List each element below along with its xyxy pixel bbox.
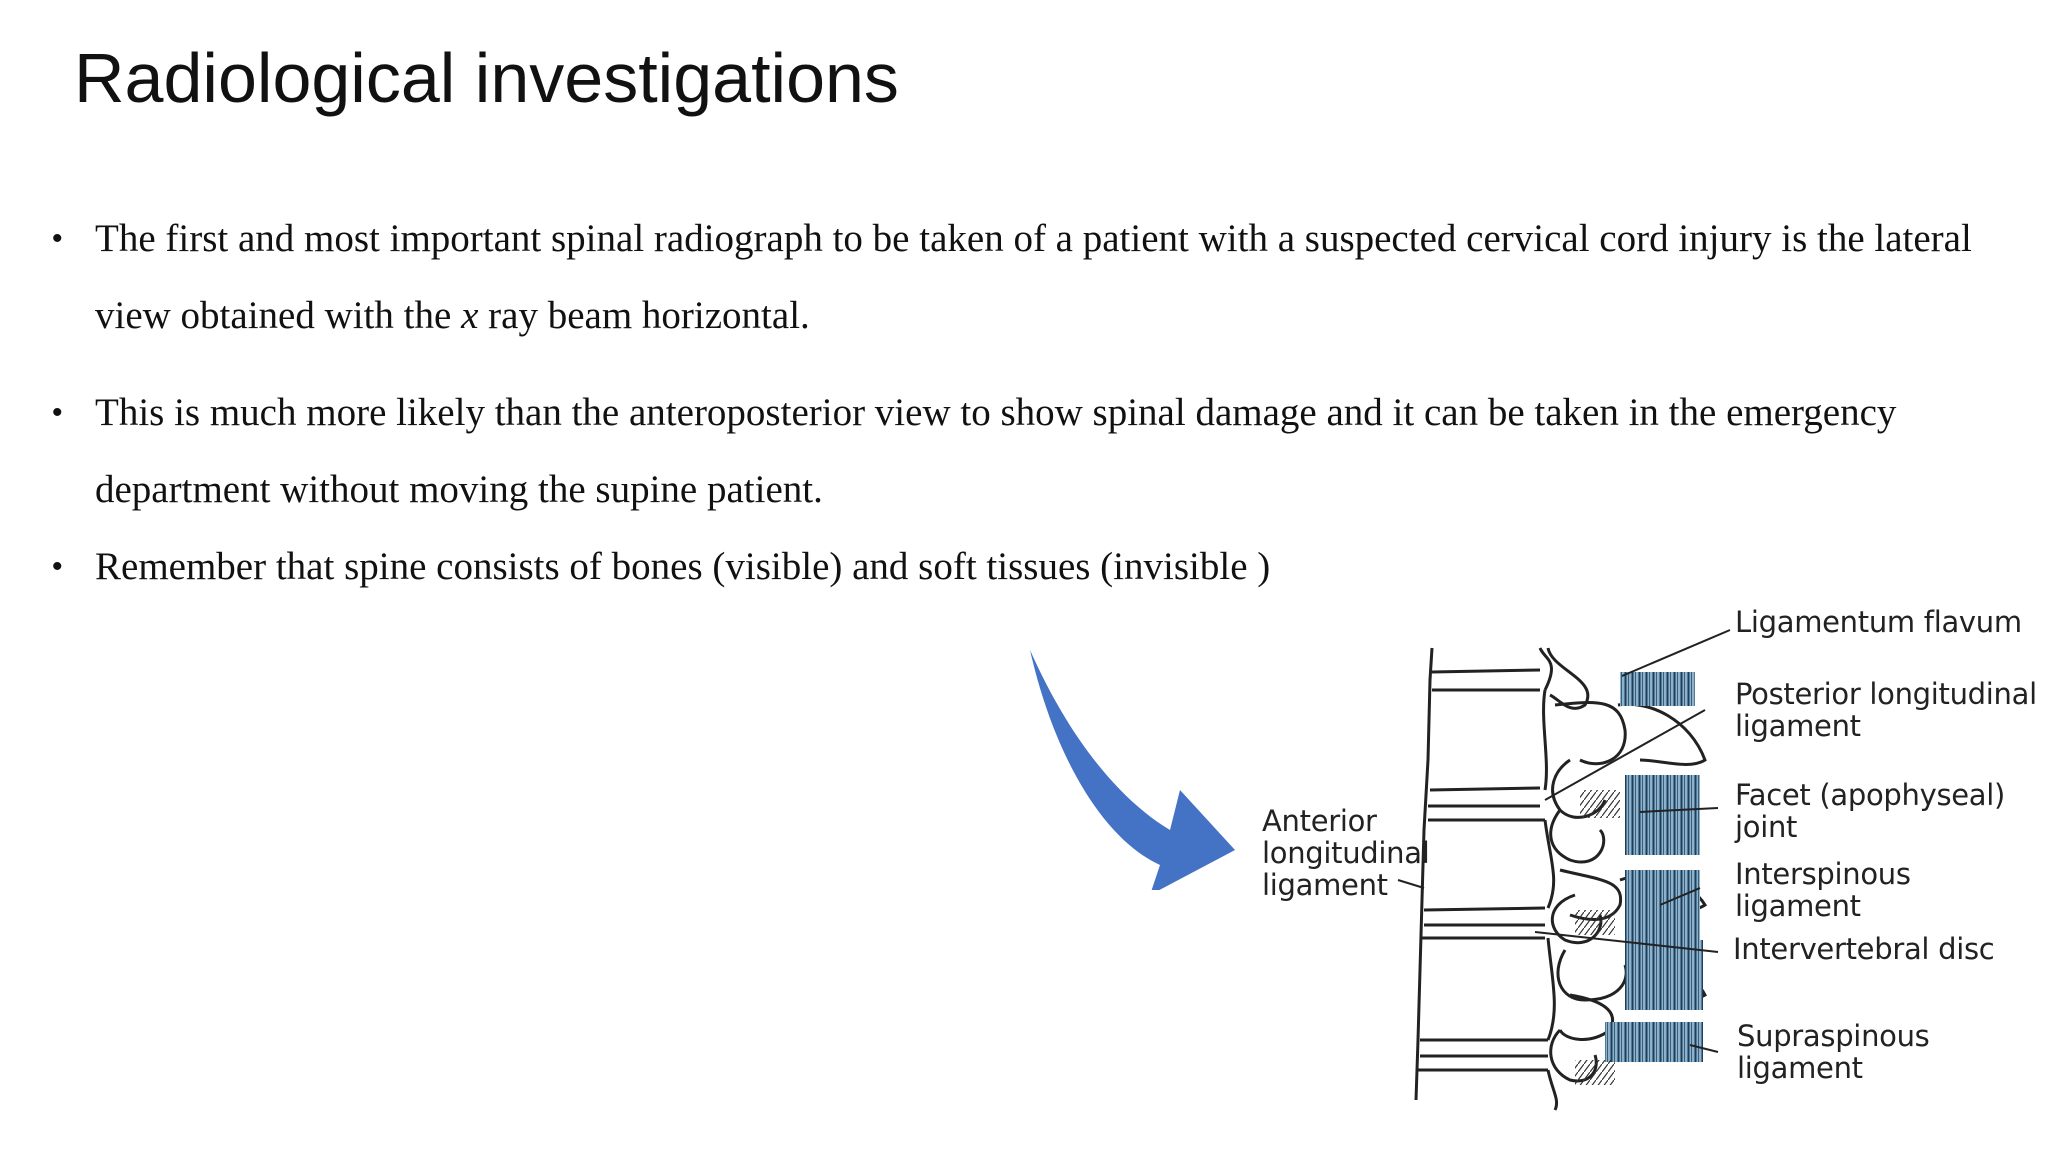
label-facet-joint: joint [1735,810,1798,844]
bullet-item [52,528,1982,605]
bullet-dot: • [52,222,63,255]
label-posterior-longitudinal: ligament [1735,709,1861,743]
bullet-item [52,200,1982,354]
label-intervertebral-disc: Intervertebral disc [1733,932,1995,966]
label-facet-joint: Facet (apophyseal) [1735,778,2006,812]
label-interspinous-ligament: Interspinous [1735,857,1911,891]
bullet-text: ray beam horizontal. [478,294,810,337]
label-posterior-longitudinal: Posterior longitudinal [1735,677,2037,711]
label-anterior-longitudinal-ligament: ligament [1262,868,1388,902]
bullet-text: Remember that spine consists of bones (visible) and soft tissues (invisible ) [95,545,1271,588]
label-interspinous-ligament: ligament [1735,889,1861,923]
label-ligamentum-flavum: Ligamentum flavum [1735,605,2022,639]
label-anterior-longitudinal-ligament: longitudinal [1262,836,1430,870]
label-supraspinous-ligament: ligament [1737,1051,1863,1085]
bullet-dot: • [52,396,63,429]
label-anterior-longitudinal-ligament: Anterior [1262,804,1377,838]
bullet-item [52,374,1982,528]
bullet-list [52,200,1982,605]
bullet-dot: • [52,550,63,583]
bullet-italic: x [461,294,479,337]
slide-title: Radiological investigations [74,39,899,117]
bullet-text: The first and most important spinal radiograph to be taken of a patient with a suspected cervical cord injury is the lateral view obtained with the [95,217,1972,337]
bullet-text: This is much more likely than the anteroposterior view to show spinal damage and it can be taken in the emergency department without moving the supine patient. [95,391,1897,511]
label-supraspinous-ligament: Supraspinous [1737,1019,1930,1053]
